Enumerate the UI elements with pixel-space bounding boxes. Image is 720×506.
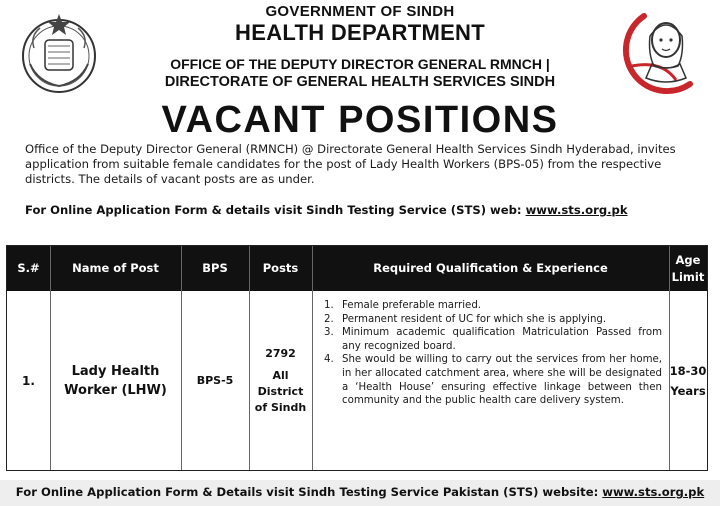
age-range: 18-30 <box>669 363 707 378</box>
qualification-text: She would be willing to carry out the services from her home, in her allocated catchment area, where she will be designated a ‘Health House’ ensuring effective linkage between then community and the public health care delivery system. <box>342 354 662 407</box>
directorate-title: DIRECTORATE OF GENERAL HEALTH SERVICES SINDH <box>164 74 556 90</box>
lady-health-worker-emblem-icon <box>614 6 706 98</box>
footer-sts-link[interactable]: www.sts.org.pk <box>602 485 705 499</box>
posts-line1: All District <box>257 368 304 398</box>
letterhead <box>0 0 720 100</box>
column-divider <box>312 246 313 470</box>
row-sno: 1. <box>22 373 35 388</box>
government-title: GOVERNMENT OF SINDH <box>265 3 455 20</box>
header-posts: Posts <box>262 261 299 275</box>
qualification-text: Female preferable married. <box>342 300 482 311</box>
footer-text: For Online Application Form & Details visit Sindh Testing Service Pakistan (STS) website: <box>15 485 603 499</box>
header-sno: S.# <box>17 261 40 275</box>
posts-line2: of Sindh <box>254 400 307 414</box>
qualification-item <box>320 353 662 407</box>
page-title: VACANT POSITIONS <box>161 99 559 141</box>
online-application-text: For Online Application Form & details visit Sindh Testing Service (STS) web: <box>25 203 526 217</box>
qualification-item <box>320 313 662 327</box>
qualification-number: 3. <box>324 327 334 339</box>
qualification-text: Minimum academic qualification Matriculation Passed from any recognized board. <box>342 327 662 352</box>
qualification-item <box>320 299 662 313</box>
row-bps: BPS-5 <box>196 374 234 387</box>
header-age-limit <box>669 246 707 291</box>
age-unit: Years <box>670 383 706 398</box>
post-name-line1: Lady Health <box>71 363 160 379</box>
sts-website-link[interactable]: www.sts.org.pk <box>525 203 628 217</box>
intro-paragraph: Office of the Deputy Director General (RMNCH) @ Directorate General Health Services Sindh Hyderabad, invites application from suitable female candidates for the post of Lady Health Workers (BPS-05) from the respective districts. The details of vacant posts are as under. <box>25 142 676 186</box>
qualification-list <box>320 299 662 408</box>
qualification-text: Permanent resident of UC for which she is applying. <box>342 313 607 325</box>
posts-count: 2792 <box>265 346 296 360</box>
qualification-item <box>320 326 662 353</box>
department-title: HEALTH DEPARTMENT <box>235 20 485 45</box>
row-age-limit <box>669 291 707 470</box>
row-posts <box>249 291 312 470</box>
header-name-of-post: Name of Post <box>72 261 159 275</box>
vacancy-table <box>6 245 708 471</box>
online-application-line <box>25 203 705 217</box>
qualification-number: 4. <box>324 354 334 366</box>
row-post-name <box>50 291 181 470</box>
table-header-row <box>7 246 707 291</box>
post-name-line2: Worker (LHW) <box>64 382 167 398</box>
header-age-line1: Age <box>675 252 701 267</box>
qualification-number: 1. <box>324 300 334 311</box>
office-title: OFFICE OF THE DEPUTY DIRECTOR GENERAL RMNCH | <box>170 56 550 72</box>
footer-banner <box>0 480 720 506</box>
header-bps: BPS <box>202 261 228 275</box>
header-age-line2: Limit <box>671 269 705 284</box>
header-qualification: Required Qualification & Experience <box>373 261 608 275</box>
qualification-number: 2. <box>324 313 334 325</box>
